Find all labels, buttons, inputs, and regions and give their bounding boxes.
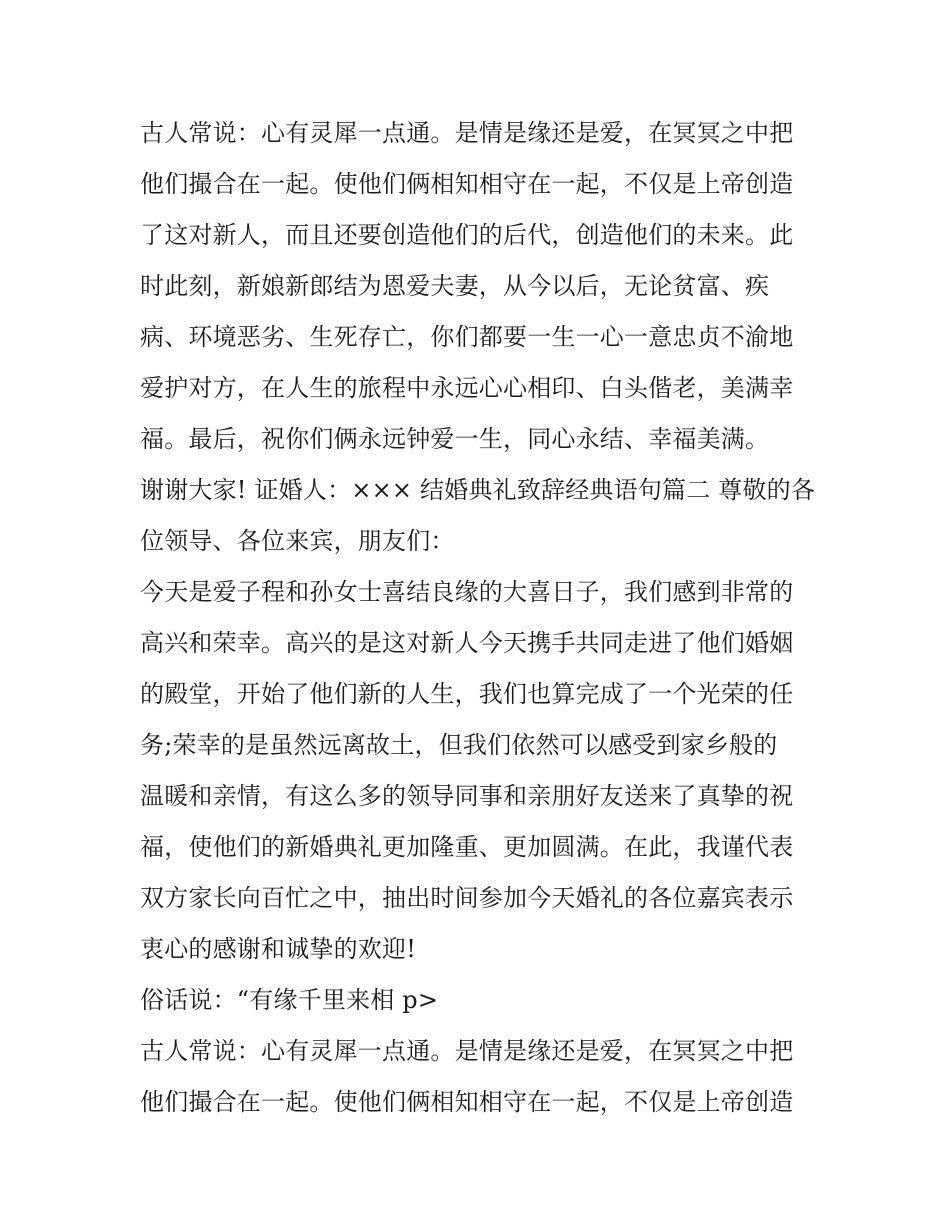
- text-line: 俗话说：“有缘千里来相 p>: [140, 986, 439, 1014]
- text-line: 高兴和荣幸。高兴的是这对新人今天携手共同走进了他们婚姻: [140, 629, 794, 657]
- text-line: 病、环境恶劣、生死存亡，你们都要一生一心一意忠贞不渝地: [140, 323, 794, 351]
- document-body: [140, 108, 820, 1128]
- text-line: 温暖和亲情，有这么多的领导同事和亲朋好友送来了真挚的祝: [140, 782, 794, 810]
- text-line: 福，使他们的新婚典礼更加隆重、更加圆满。在此，我谨代表: [140, 833, 794, 861]
- text-line: 福。最后，祝你们俩永远钟爱一生，同心永结、幸福美满。: [140, 425, 770, 453]
- text-line: 爱护对方，在人生的旅程中永远心心相印、白头偕老，美满幸: [140, 374, 794, 402]
- text-line: 务;荣幸的是虽然远离故土，但我们依然可以感受到家乡般的: [140, 731, 778, 759]
- text-line: 他们撮合在一起。使他们俩相知相守在一起，不仅是上帝创造: [140, 1088, 794, 1116]
- text-line: 了这对新人，而且还要创造他们的后代，创造他们的未来。此: [140, 221, 794, 249]
- text-line: 他们撮合在一起。使他们俩相知相守在一起，不仅是上帝创造: [140, 170, 794, 198]
- text-line: 时此刻，新娘新郎结为恩爱夫妻，从今以后，无论贫富、疾: [140, 272, 770, 300]
- text-line: 位领导、各位来宾，朋友们：: [140, 527, 455, 555]
- text-line: 衷心的感谢和诚挚的欢迎!: [140, 935, 417, 963]
- text-line: 谢谢大家! 证婚人：××× 结婚典礼致辞经典语句篇二 尊敬的各: [140, 476, 816, 504]
- text-line: 双方家长向百忙之中，抽出时间参加今天婚礼的各位嘉宾表示: [140, 884, 794, 912]
- text-line: 古人常说：心有灵犀一点通。是情是缘还是爱，在冥冥之中把: [140, 1037, 794, 1065]
- text-line: 今天是爱子程和孙女士喜结良缘的大喜日子，我们感到非常的: [140, 578, 794, 606]
- text-line: 的殿堂，开始了他们新的人生，我们也算完成了一个光荣的任: [140, 680, 794, 708]
- text-line: 古人常说：心有灵犀一点通。是情是缘还是爱，在冥冥之中把: [140, 119, 794, 147]
